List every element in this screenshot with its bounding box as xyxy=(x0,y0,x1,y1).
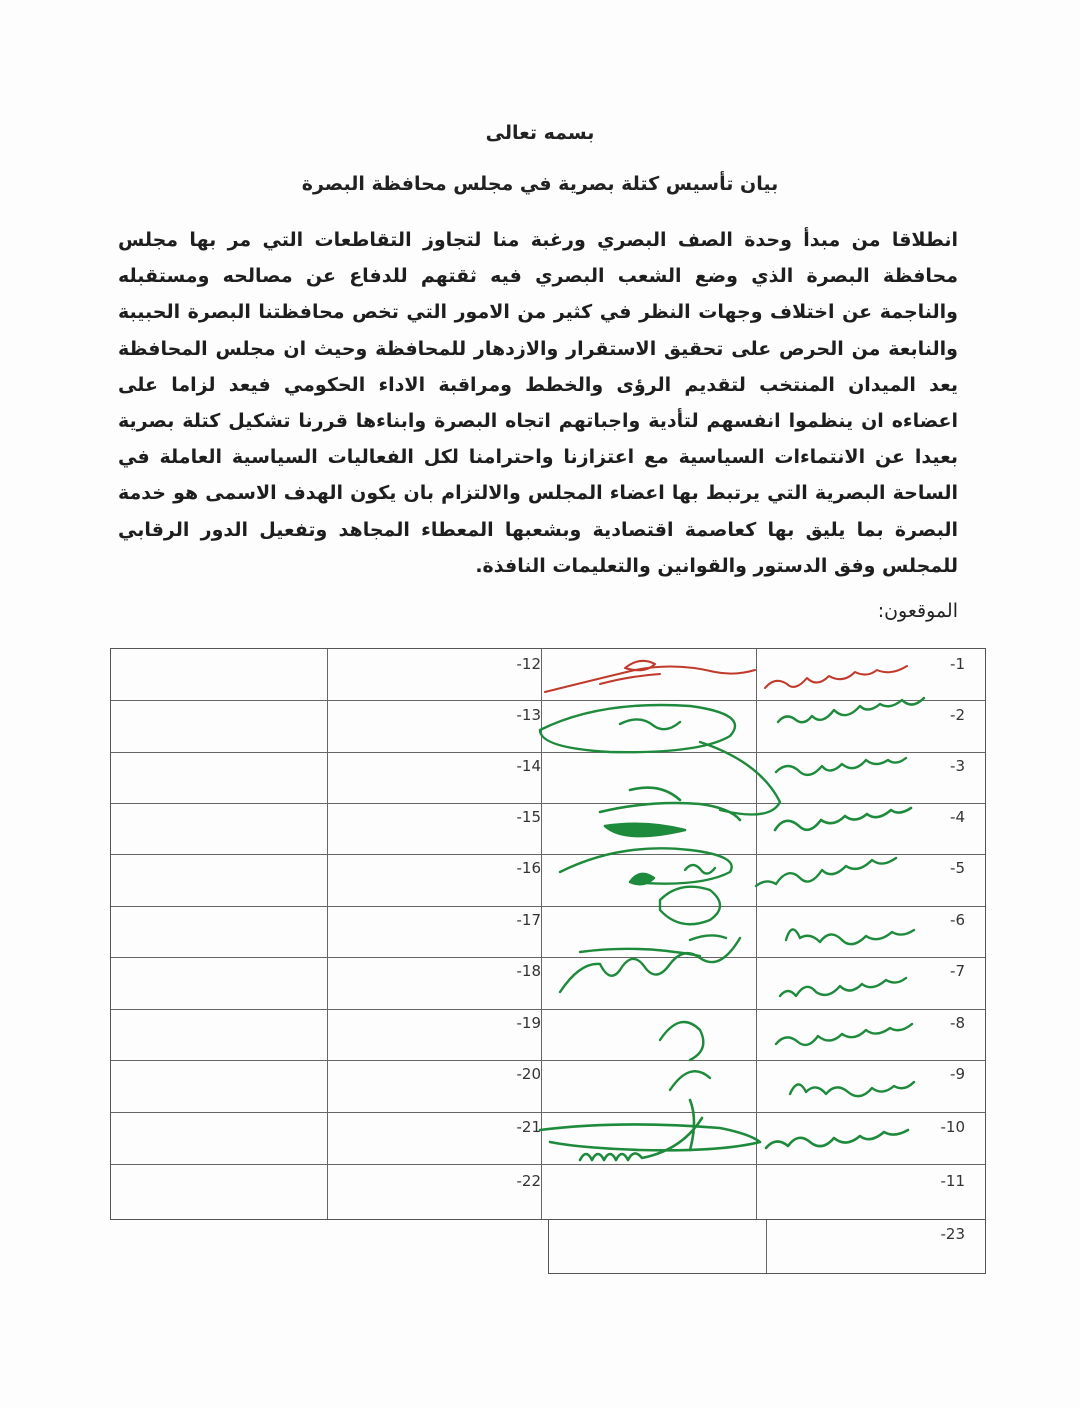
table-column-divider xyxy=(327,649,328,1219)
table-column-divider xyxy=(541,649,542,1219)
signers-label: الموقعون: xyxy=(877,600,958,622)
document-title: بيان تأسيس كتلة بصرية في مجلس محافظة البصرة xyxy=(301,173,779,195)
row-number: -13 xyxy=(516,706,541,724)
table-column-divider xyxy=(756,649,757,1219)
row-number: -21 xyxy=(516,1118,541,1136)
table-row-divider xyxy=(111,957,985,958)
row-number: -10 xyxy=(940,1118,965,1136)
row-number: -14 xyxy=(516,757,541,775)
table-row-divider xyxy=(111,752,985,753)
row-number: -19 xyxy=(516,1014,541,1032)
row-number: -4 xyxy=(950,808,965,826)
row-number: -11 xyxy=(940,1172,965,1190)
table-row-divider xyxy=(111,1112,985,1113)
signatures-table xyxy=(110,648,986,1220)
row-number: -2 xyxy=(950,706,965,724)
row-number: -7 xyxy=(950,962,965,980)
row-number: -3 xyxy=(950,757,965,775)
table-row-divider xyxy=(111,803,985,804)
row-number: -17 xyxy=(516,911,541,929)
row-number: -5 xyxy=(950,859,965,877)
row-number: -23 xyxy=(940,1225,965,1243)
row-number: -9 xyxy=(950,1065,965,1083)
table-column-divider xyxy=(766,1220,767,1273)
statement-paragraph: انطلاقا من مبدأ وحدة الصف البصري ورغبة منا لتجاوز التقاطعات التي مر بها مجلس محافظة البصرة الذي وضع الشعب البصري فيه ثقتهم للدفاع عن مصالحه ومستقبله والناجمة عن اختلاف وجهات النظر في كثير من الامور التي تخص محافظتنا البصرة الحبيبة والنابعة من الحرص على تحقيق الاستقرار والازدهار للمحافظة وحيث ان مجلس المحافظة يعد الميدان المنتخب لتقديم الرؤى والخطط ومراقبة الاداء الحكومي فيعد لزاما على اعضاءه ان ينظموا انفسهم لتأدية واجباتهم اتجاه البصرة وابناءها قررنا تشكيل كتلة بصرية بعيدا عن الانتماءات السياسية مع اعتزازنا واحترامنا لكل الفعاليات السياسية العاملة في الساحة البصرية التي يرتبط بها اعضاء المجلس والالتزام بان يكون الهدف الاسمى هو خدمة البصرة بما يليق بها كعاصمة اقتصادية وبشعبها المعطاء المجاهد وتفعيل الدور الرقابي للمجلس وفق الدستور والقوانين والتعليمات النافذة. xyxy=(118,229,958,577)
signatures-table-extension xyxy=(548,1220,986,1274)
basmala-heading: بسمه تعالى xyxy=(485,122,595,144)
table-row-divider xyxy=(111,1164,985,1165)
row-number: -1 xyxy=(950,655,965,673)
table-row-divider xyxy=(111,700,985,701)
table-row-divider xyxy=(111,854,985,855)
row-number: -22 xyxy=(516,1172,541,1190)
row-number: -15 xyxy=(516,808,541,826)
row-number: -20 xyxy=(516,1065,541,1083)
row-number: -18 xyxy=(516,962,541,980)
table-row-divider xyxy=(111,906,985,907)
row-number: -12 xyxy=(516,655,541,673)
row-number: -6 xyxy=(950,911,965,929)
row-number: -8 xyxy=(950,1014,965,1032)
table-row-divider xyxy=(111,1009,985,1010)
table-row-divider xyxy=(111,1060,985,1061)
row-number: -16 xyxy=(516,859,541,877)
